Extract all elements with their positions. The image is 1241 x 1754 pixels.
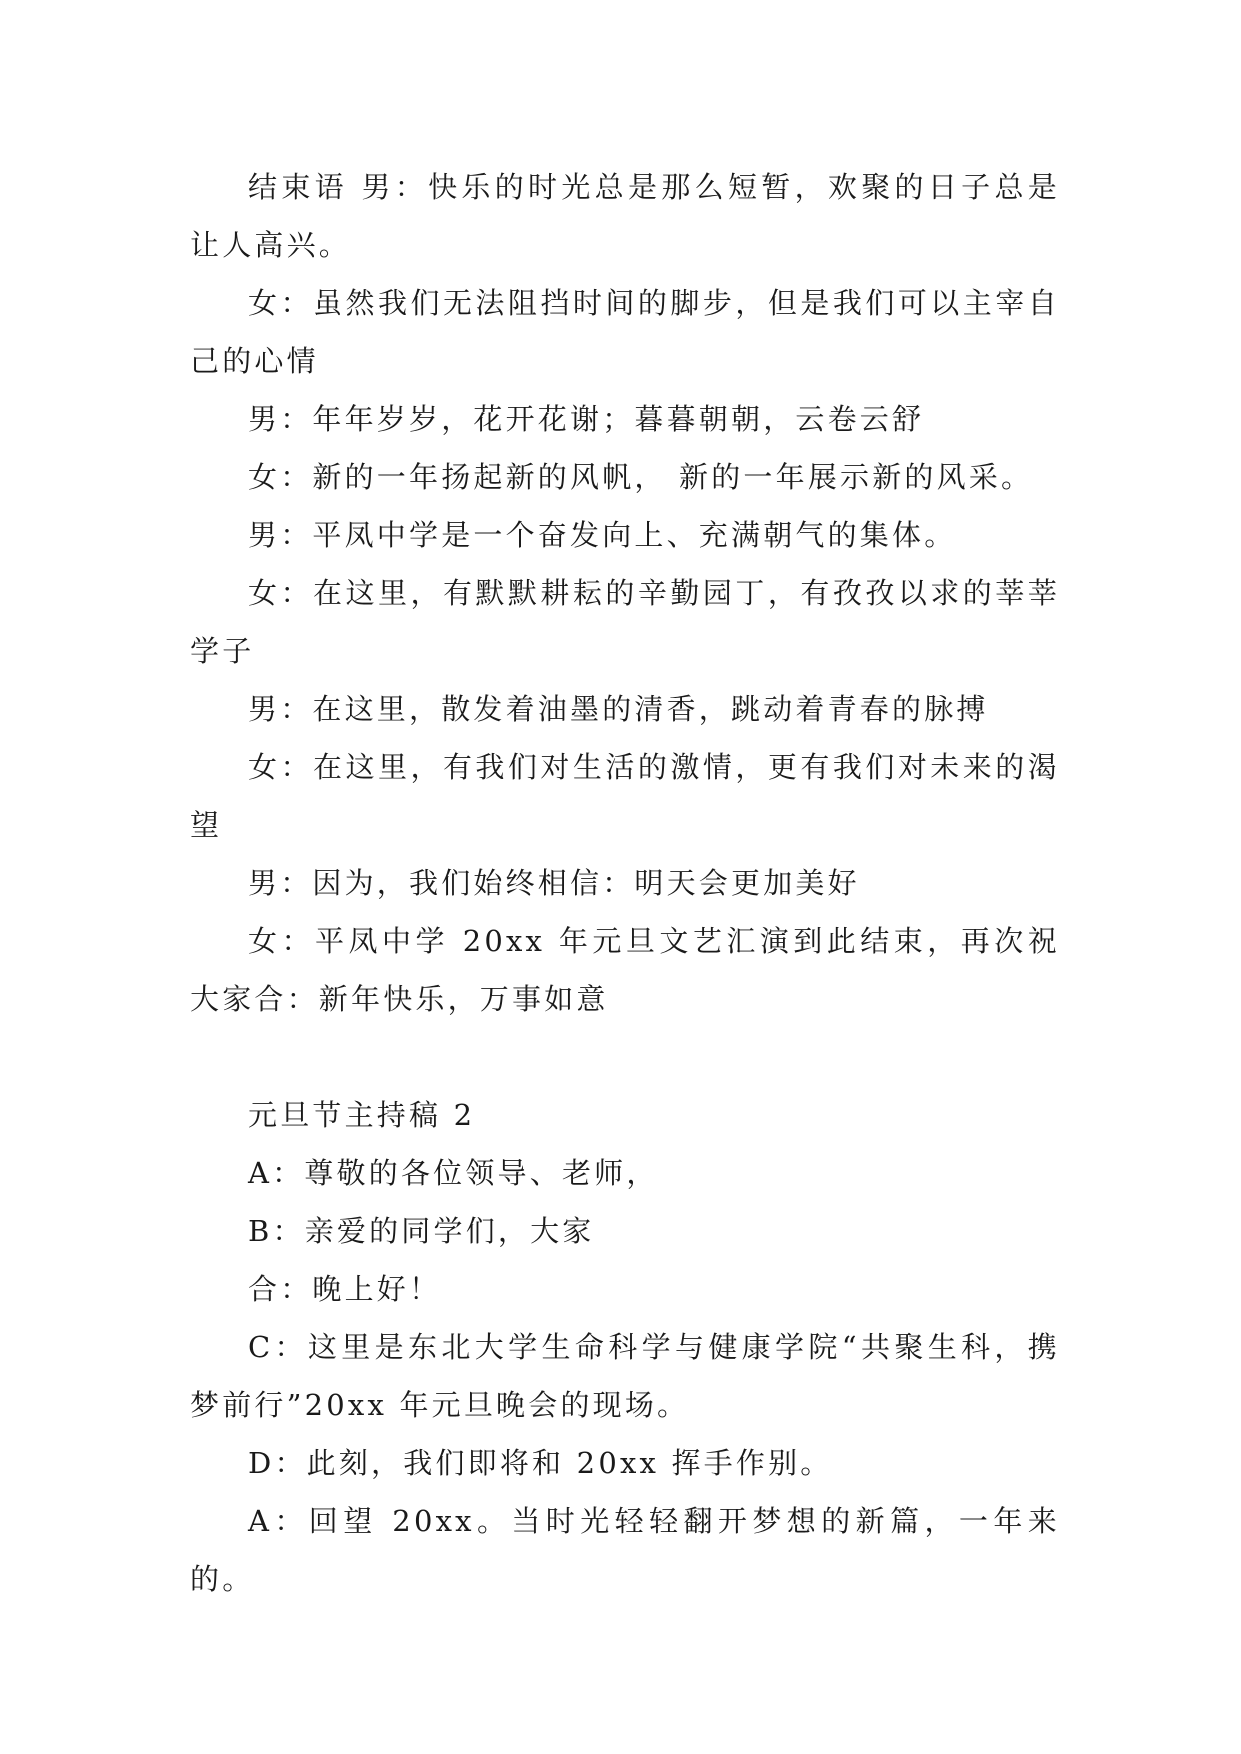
paragraph: 男：年年岁岁，花开花谢；暮暮朝朝，云卷云舒 [248, 402, 925, 436]
paragraph: A：尊敬的各位领导、老师， [248, 1156, 659, 1190]
section-closing-remarks [190, 158, 1060, 1028]
paragraph: 女：在这里，有默默耕耘的辛勤园丁，有孜孜以求的莘莘学子 [190, 576, 1060, 668]
document-page [190, 158, 1060, 1608]
paragraph: 男：平凤中学是一个奋发向上、充满朝气的集体。 [248, 518, 957, 552]
paragraph: 结束语 男：快乐的时光总是那么短暂，欢聚的日子总是让人高兴。 [190, 170, 1060, 262]
paragraph: 女：新的一年扬起新的风帆， 新的一年展示新的风采。 [248, 460, 1034, 494]
paragraph: 女：虽然我们无法阻挡时间的脚步，但是我们可以主宰自己的心情 [190, 286, 1060, 378]
paragraph: B：亲爱的同学们，大家 [248, 1214, 595, 1248]
paragraph: A：回望 20xx。当时光轻轻翻开梦想的新篇，一年来的。 [190, 1504, 1060, 1596]
paragraph: 男：因为，我们始终相信：明天会更加美好 [248, 866, 860, 900]
paragraph: 女：在这里，有我们对生活的激情，更有我们对未来的渴望 [190, 750, 1060, 842]
paragraph: 男：在这里，散发着油墨的清香，跳动着青春的脉搏 [248, 692, 989, 726]
section-host-script-2 [190, 1086, 1060, 1608]
paragraph: 女：平凤中学 20xx 年元旦文艺汇演到此结束，再次祝大家合：新年快乐，万事如意 [190, 924, 1060, 1016]
paragraph: D：此刻，我们即将和 20xx 挥手作别。 [248, 1446, 833, 1480]
section-spacer [190, 1028, 1060, 1086]
section-title: 元旦节主持稿 2 [248, 1098, 476, 1132]
paragraph: C：这里是东北大学生命科学与健康学院“共聚生科，携梦前行”20xx 年元旦晚会的现场。 [190, 1330, 1060, 1422]
paragraph: 合：晚上好！ [248, 1272, 442, 1306]
